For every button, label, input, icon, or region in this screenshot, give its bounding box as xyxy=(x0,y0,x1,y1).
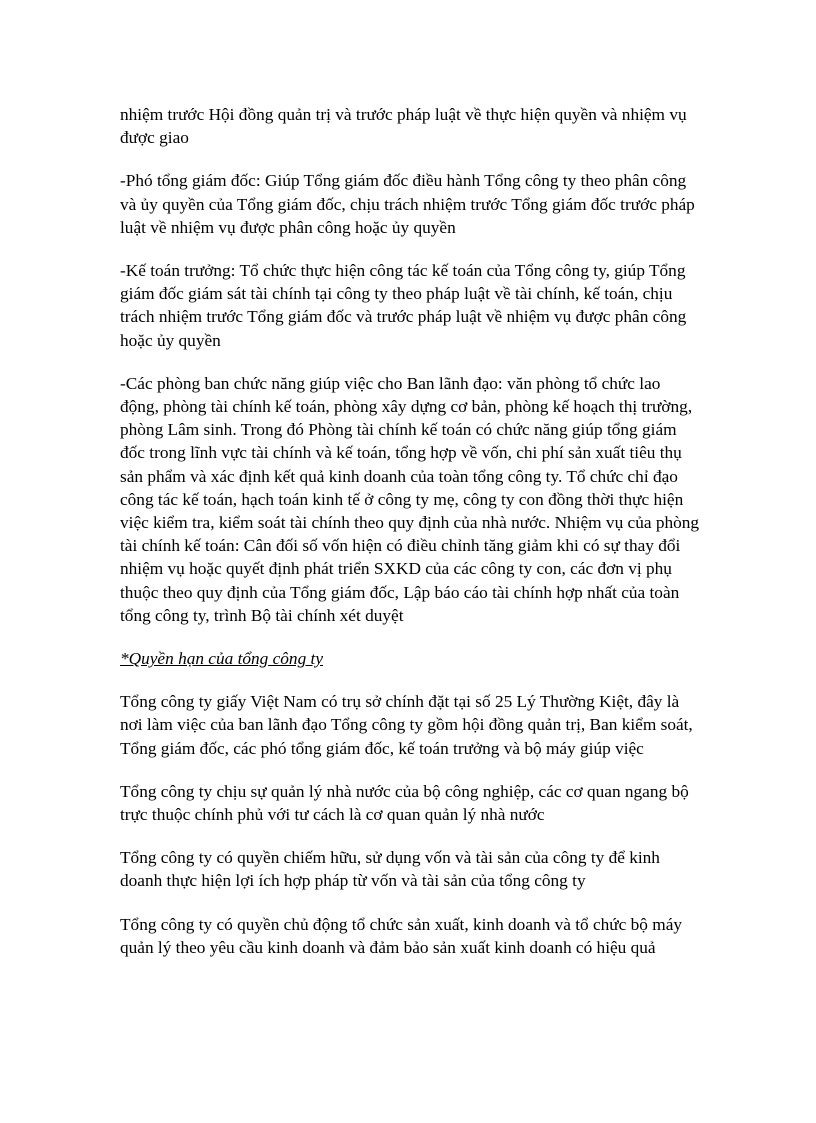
paragraph-continuation-responsibility: nhiệm trước Hội đồng quản trị và trước pháp luật về thực hiện quyền và nhiệm vụ được giao xyxy=(120,105,687,148)
paragraph-deputy-general-director: -Phó tổng giám đốc: Giúp Tổng giám đốc điều hành Tổng công ty theo phân công và ủy quyền của Tổng giám đốc, chịu trách nhiệm trước Tổng giám đốc trước pháp luật về nhiệm vụ được phân công hoặc ủy quyền xyxy=(120,171,695,237)
paragraph-state-management: Tổng công ty chịu sự quản lý nhà nước của bộ công nghiệp, các cơ quan ngang bộ trực thuộc chính phủ với tư cách là cơ quan quản lý nhà nước xyxy=(120,781,689,825)
paragraph-ownership-rights: Tổng công ty có quyền chiếm hữu, sử dụng vốn và tài sản của công ty để kinh doanh thực hiện lợi ích hợp pháp từ vốn và tài sản của tổng công ty xyxy=(120,848,660,891)
paragraph-autonomy-rights: Tổng công ty có quyền chủ động tổ chức sản xuất, kinh doanh và tổ chức bộ máy quản lý theo yêu cầu kinh doanh và đảm bảo sản xuất kinh doanh có hiệu quả xyxy=(120,914,683,957)
paragraph-functional-departments: -Các phòng ban chức năng giúp việc cho Ban lãnh đạo: văn phòng tổ chức lao động, phòng tài chính kế toán, phòng xây dựng cơ bản, phòng kế hoạch thị trường, phòng Lâm sinh. Trong đó Phòng tài chính kế toán có chức năng giúp tổng giám đốc trong lĩnh vực tài chính và kế toán, tổng hợp về vốn, chi phí sản xuất tiêu thụ sản phẩm và xác định kết quả kinh doanh của toàn tổng công ty. Tổ chức chỉ đạo công tác kế toán, hạch toán kinh tế ở công ty mẹ, công ty con đồng thời thực hiện việc kiểm tra, kiểm soát tài chính theo quy định của nhà nước. Nhiệm vụ của phòng tài chính kế toán: Cân đối số vốn hiện có điều chỉnh tăng giảm khi có sự thay đổi nhiệm vụ hoặc quyết định phát triển SXKD của các công ty con, các đơn vị phụ thuộc theo quy định của Tổng giám đốc, Lập báo cáo tài chính hợp nhất của toàn tổng công ty, trình Bộ tài chính xét duyệt xyxy=(120,373,700,625)
paragraph-headquarters: Tổng công ty giấy Việt Nam có trụ sở chính đặt tại số 25 Lý Thường Kiệt, đây là nơi làm việc của ban lãnh đạo Tổng công ty gồm hội đồng quản trị, Ban kiểm soát, Tổng giám đốc, các phó tổng giám đốc, kế toán trưởng và bộ máy giúp việc xyxy=(120,692,693,758)
document-page xyxy=(120,103,700,979)
section-heading-corporation-rights: *Quyền hạn của tổng công ty xyxy=(120,649,324,669)
paragraph-chief-accountant: -Kế toán trưởng: Tổ chức thực hiện công tác kế toán của Tổng công ty, giúp Tổng giám đốc giám sát tài chính tại công ty theo pháp luật về tài chính, kế toán, chịu trách nhiệm trước Tổng giám đốc và trước pháp luật về nhiệm vụ được phân công hoặc ủy quyền xyxy=(120,261,687,350)
